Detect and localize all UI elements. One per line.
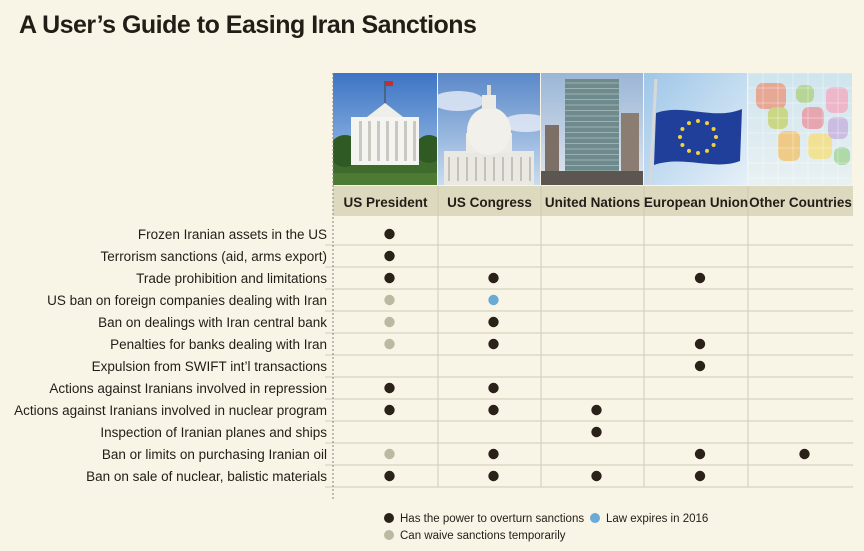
row-label: Actions against Iranians involved in nuclear program	[14, 403, 327, 418]
legend-label-expires: Law expires in 2016	[606, 513, 709, 525]
row-label: US ban on foreign companies dealing with Iran	[47, 293, 327, 308]
row-label: Terrorism sanctions (aid, arms export)	[100, 249, 327, 264]
legend-swatch-expires	[590, 513, 600, 523]
eu-flag-photo	[644, 73, 747, 185]
cell-dot-overturn	[695, 339, 705, 349]
cell-dot-overturn	[488, 405, 498, 415]
cell-dot-overturn	[488, 471, 498, 481]
cell-dot-overturn	[799, 449, 809, 459]
cell-dot-waive	[384, 449, 394, 459]
cell-dot-overturn	[591, 405, 601, 415]
chart-title: A User’s Guide to Easing Iran Sanctions	[19, 11, 477, 39]
column-header-other: Other Countries	[749, 195, 852, 210]
cell-dot-overturn	[488, 317, 498, 327]
white-house-photo	[329, 73, 443, 185]
row-label: Expulsion from SWIFT int’l transactions	[91, 359, 327, 374]
world-map-image	[748, 73, 853, 185]
un-building-photo	[541, 73, 643, 185]
column-header-congress: US Congress	[447, 195, 532, 210]
cell-dot-waive	[384, 295, 394, 305]
cell-dot-overturn	[384, 229, 394, 239]
cell-dot-overturn	[695, 449, 705, 459]
cell-dot-overturn	[695, 273, 705, 283]
column-header-eu: European Union	[643, 195, 749, 210]
cell-dot-overturn	[384, 273, 394, 283]
cell-dot-waive	[384, 317, 394, 327]
row-label: Penalties for banks dealing with Iran	[110, 337, 327, 352]
row-label: Ban on sale of nuclear, balistic materials	[86, 469, 327, 484]
cell-dot-overturn	[591, 471, 601, 481]
cell-dot-overturn	[488, 273, 498, 283]
legend-label-overturn: Has the power to overturn sanctions	[400, 513, 585, 525]
cell-dot-overturn	[384, 383, 394, 393]
row-label: Ban or limits on purchasing Iranian oil	[101, 447, 327, 462]
legend-label-waive: Can waive sanctions temporarily	[400, 530, 566, 542]
row-label: Ban on dealings with Iran central bank	[98, 315, 327, 330]
cell-dot-overturn	[384, 251, 394, 261]
cell-dot-overturn	[695, 471, 705, 481]
cell-dot-overturn	[384, 471, 394, 481]
cell-dot-overturn	[488, 449, 498, 459]
legend-swatch-overturn	[384, 513, 394, 523]
cell-dot-overturn	[488, 383, 498, 393]
cell-dot-overturn	[488, 339, 498, 349]
cell-dot-overturn	[695, 361, 705, 371]
row-label: Frozen Iranian assets in the US	[137, 227, 327, 242]
legend-swatch-waive	[384, 530, 394, 540]
cell-dot-expires	[488, 295, 498, 305]
column-header-un: United Nations	[544, 195, 641, 210]
cell-dot-overturn	[591, 427, 601, 437]
capitol-photo	[432, 73, 550, 185]
cell-dot-overturn	[384, 405, 394, 415]
cell-dot-waive	[384, 339, 394, 349]
row-label: Trade prohibition and limitations	[136, 271, 327, 286]
row-label: Inspection of Iranian planes and ships	[100, 425, 327, 440]
column-header-president: US President	[343, 195, 428, 210]
row-label: Actions against Iranians involved in repression	[49, 381, 327, 396]
